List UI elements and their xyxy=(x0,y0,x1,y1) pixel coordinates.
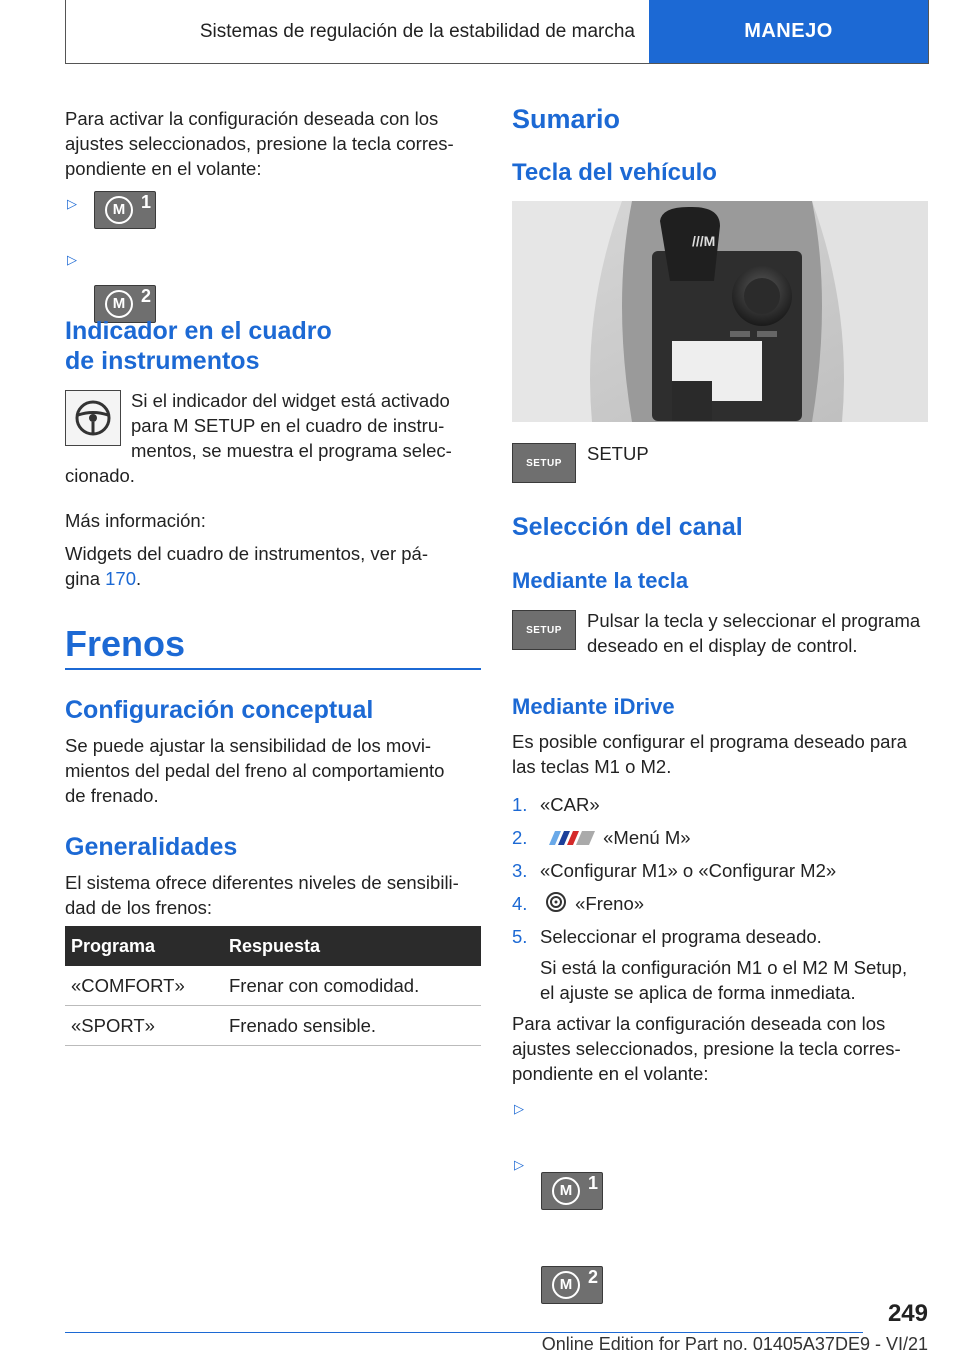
chapter-tab[interactable]: MANEJO xyxy=(649,0,928,63)
list-item: 1. «CAR» xyxy=(512,794,600,815)
list-item: 2. «Menú M» xyxy=(512,825,928,858)
idrive-text: Es posible configurar el programa deseado para las teclas M1 o M2. xyxy=(512,731,907,777)
setup-button-icon: SETUP xyxy=(512,610,576,650)
section-title: Sistemas de regulación de la estabilidad de marcha xyxy=(199,20,635,42)
bullet-marker: ▷ xyxy=(67,252,77,267)
general-text: El sistema ofrece diferentes niveles de sensibili- dad de los frenos: xyxy=(65,872,459,918)
bullet-marker: ▷ xyxy=(67,196,77,211)
widgets-reference: Widgets del cuadro de instrumentos, ver pá- gina 170. xyxy=(65,543,428,589)
setup-button-icon: SETUP xyxy=(512,443,576,483)
m2-button-icon: M 2 xyxy=(94,285,156,323)
page-number: 249 xyxy=(887,1300,928,1327)
table-header: Programa xyxy=(65,926,223,966)
bullet-marker: ▷ xyxy=(514,1101,524,1116)
tecla-text: Pulsar la tecla y seleccionar el programa deseado en el display de control. xyxy=(587,610,921,656)
indicator-heading: Indicador en el cuadro de instrumentos xyxy=(65,317,332,375)
vehicle-console-image xyxy=(512,201,928,422)
step-note: Si está la configuración M1 o el M2 M Setup, el ajuste se aplica de forma inmediata. xyxy=(540,957,908,1003)
table-row xyxy=(65,1006,481,1046)
table-cell: «COMFORT» xyxy=(65,966,223,1006)
general-heading: Generalidades xyxy=(65,833,238,861)
m1-button-icon: M 1 xyxy=(541,1172,603,1210)
more-info-label: Más información: xyxy=(65,510,206,531)
brake-icon xyxy=(545,891,575,919)
list-item: 4. «Freno» xyxy=(512,891,928,924)
table-cell: Frenar con comodidad. xyxy=(223,966,481,1006)
brake-table xyxy=(65,926,481,1046)
intro-text: Para activar la configuración deseada con los ajustes seleccionados, presione la tecla corres- pondiente en el volante: xyxy=(65,108,454,179)
tecla-sub-heading: Mediante la tecla xyxy=(512,568,689,593)
config-heading: Configuración conceptual xyxy=(65,696,374,724)
steps-list xyxy=(512,792,928,1005)
sumario-heading: Sumario xyxy=(512,104,621,134)
m2-button-icon: M 2 xyxy=(541,1266,603,1304)
outro-text: Para activar la configuración deseada con los ajustes seleccionados, presione la tecla corres- pondiente en el volante: xyxy=(512,1013,901,1084)
setup-caption: SETUP xyxy=(587,443,649,464)
bullet-marker: ▷ xyxy=(514,1157,524,1172)
tecla-heading: Tecla del vehículo xyxy=(512,159,717,186)
heading-rule xyxy=(65,668,481,670)
config-text: Se puede ajustar la sensibilidad de los movi- mientos del pedal del freno al comportamiento de frenado. xyxy=(65,735,445,806)
footer-rule xyxy=(65,1332,863,1333)
frenos-heading: Frenos xyxy=(65,623,186,664)
table-cell: «SPORT» xyxy=(65,1006,223,1046)
table-header: Respuesta xyxy=(223,926,481,966)
page-link[interactable]: 170 xyxy=(105,568,136,589)
table-row xyxy=(65,966,481,1006)
table-cell: Frenado sensible. xyxy=(223,1006,481,1046)
list-item: 5. Seleccionar el programa deseado. xyxy=(512,926,822,947)
svg-text:///M: ///M xyxy=(692,233,716,249)
indicator-text: Si el indicador del widget está activado para M SETUP en el cuadro de instru- mentos, se muestra el programa selec- xyxy=(131,390,452,461)
edition-text: Online Edition for Part no. 01405A37DE9 - VI/21 xyxy=(541,1334,928,1354)
page-header xyxy=(65,0,929,64)
indicator-text-cont: cionado. xyxy=(65,465,135,486)
idrive-heading: Mediante iDrive xyxy=(512,694,675,719)
canal-heading: Selección del canal xyxy=(512,513,743,541)
m1-button-icon: M 1 xyxy=(94,191,156,229)
m-menu-icon xyxy=(545,827,603,852)
list-item: 3. «Configurar M1» o «Configurar M2» xyxy=(512,860,837,881)
steering-wheel-icon xyxy=(65,390,121,446)
